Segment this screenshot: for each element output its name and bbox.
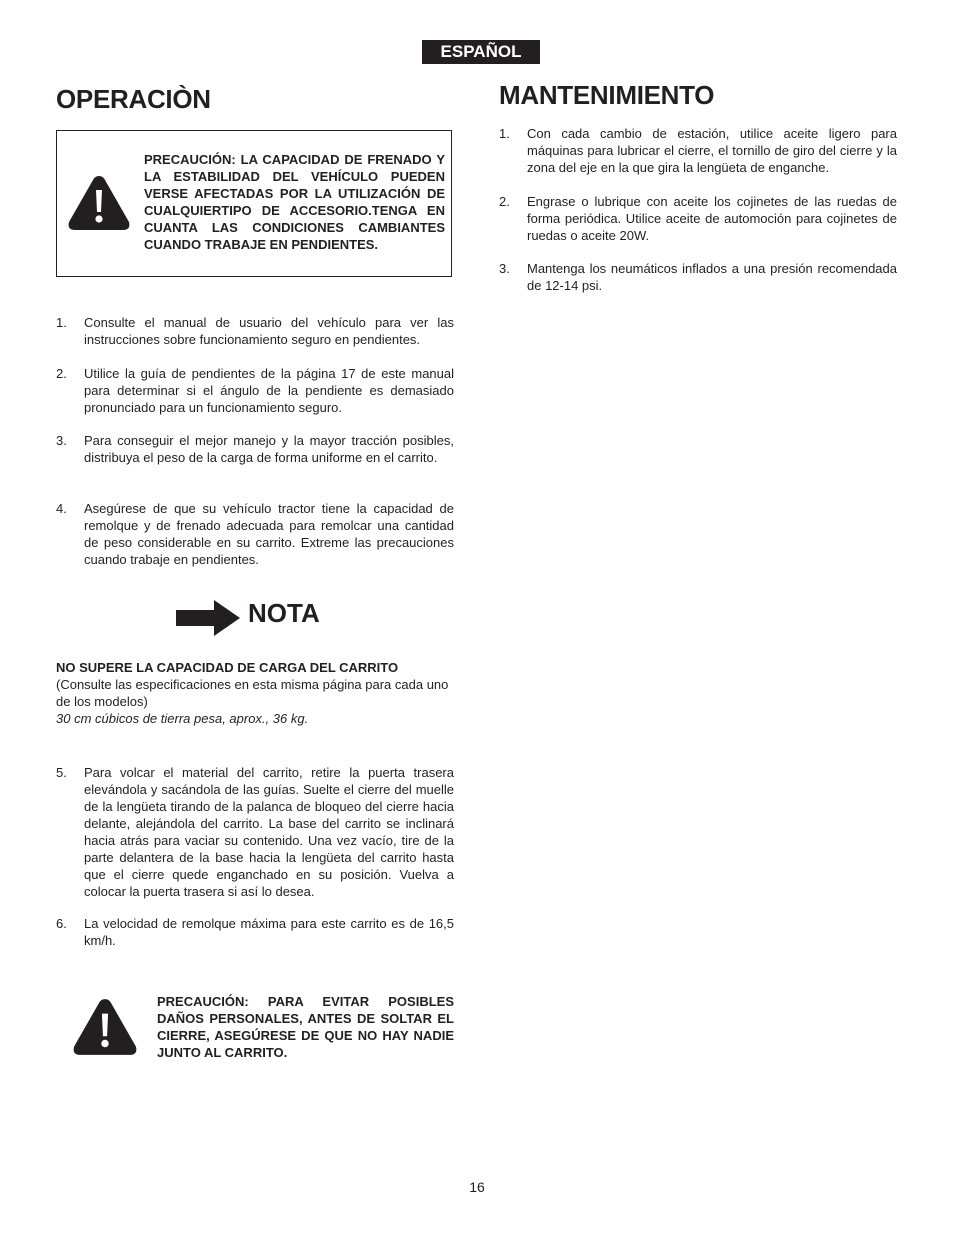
list-number: 5.	[56, 765, 67, 780]
list-text: Consulte el manual de usuario del vehículo para ver las instrucciones sobre funcionamiento seguro en pendientes.	[84, 315, 454, 347]
list-number: 1.	[56, 315, 67, 330]
list-number: 2.	[56, 366, 67, 381]
list-number: 1.	[499, 126, 510, 141]
list-text: Asegúrese de que su vehículo tractor tiene la capacidad de remolque y de frenado adecuada para remolcar una cantidad de peso considerable en su carrito. Extreme las precauciones cuando trabaje en pendientes.	[84, 501, 454, 567]
list-item	[499, 125, 897, 179]
page-number: 16	[469, 1179, 485, 1195]
nota-body	[56, 659, 454, 727]
list-item	[56, 314, 454, 354]
list-number: 6.	[56, 916, 67, 931]
language-tag: ESPAÑOL	[422, 40, 540, 64]
list-number: 3.	[499, 261, 510, 276]
right-arrow-icon	[176, 600, 240, 636]
list-item	[56, 432, 454, 486]
list-text: La velocidad de remolque máxima para este carrito es de 16,5 km/h.	[84, 916, 454, 948]
nota-italic-line: 30 cm cúbicos de tierra pesa, aprox., 36 kg.	[56, 711, 309, 726]
list-number: 4.	[56, 501, 67, 516]
list-number: 3.	[56, 433, 67, 448]
nota-bold-line: NO SUPERE LA CAPACIDAD DE CARGA DEL CARRITO	[56, 660, 399, 675]
list-item	[56, 764, 454, 904]
list-text: Mantenga los neumáticos inflados a una presión recomendada de 12-14 psi.	[527, 261, 897, 293]
list-item	[56, 915, 454, 955]
nota-normal-line: (Consulte las especificaciones en esta misma página para cada uno de los modelos)	[56, 677, 449, 709]
list-item	[56, 365, 454, 419]
list-text: Para volcar el material del carrito, retire la puerta trasera elevándola y sacándola de las guías. Suelte el cierre del muelle de la lengüeta tirando de la palanca de bloqueo del cierre hacia delante, alejándola del carrito. La base del carrito se inclinará hacia atrás para vaciar su contenido. Una vez vacío, tire de la parte delantera de la base hacia la lengüeta del carrito hasta que el cierre quede enganchado en su posición. Vuelva a colocar la puerta trasera si así lo desea.	[84, 765, 454, 899]
caution-text-1: PRECAUCIÓN: LA CAPACIDAD DE FRENADO Y LA ESTABILIDAD DEL VEHÍCULO PUEDEN VERSE AFECTADAS POR LA UTILIZACIÓN DE CUALQUIERTIPO DE ACCESORIO.TENGA EN CUANTA LAS CONDICIONES CAMBIANTES CUANDO TRABAJE EN PENDIENTES.	[144, 152, 445, 252]
list-text: Para conseguir el mejor manejo y la mayor tracción posibles, distribuya el peso de la carga de forma uniforme en el carrito.	[84, 433, 454, 465]
list-item	[499, 260, 897, 300]
list-text: Con cada cambio de estación, utilice aceite ligero para máquinas para lubricar el cierre, el tornillo de giro del cierre y la zona del eje en la que gira la lengüeta de enganche.	[527, 126, 897, 175]
mantenimiento-title: MANTENIMIENTO	[499, 80, 715, 110]
caution-box	[56, 130, 452, 277]
caution-text-2: PRECAUCIÓN: PARA EVITAR POSIBLES DAÑOS PERSONALES, ANTES DE SOLTAR EL CIERRE, ASEGÚRESE DE QUE NO HAY NADIE JUNTO AL CARRITO.	[157, 994, 454, 1060]
nota-label: NOTA	[248, 598, 320, 628]
operacion-title: OPERACIÒN	[56, 84, 211, 114]
list-item	[56, 500, 454, 570]
warning-exclamation-icon	[72, 997, 138, 1057]
list-number: 2.	[499, 194, 510, 209]
list-text: Utilice la guía de pendientes de la página 17 de este manual para determinar si el ángulo de la pendiente es demasiado pronunciado para un funcionamiento seguro.	[84, 366, 454, 415]
list-item	[499, 193, 897, 247]
list-text: Engrase o lubrique con aceite los cojinetes de las ruedas de forma periódica. Utilice aceite de automoción para cojinetes de ruedas o aceite 20W.	[527, 194, 897, 243]
warning-exclamation-icon	[67, 174, 131, 232]
